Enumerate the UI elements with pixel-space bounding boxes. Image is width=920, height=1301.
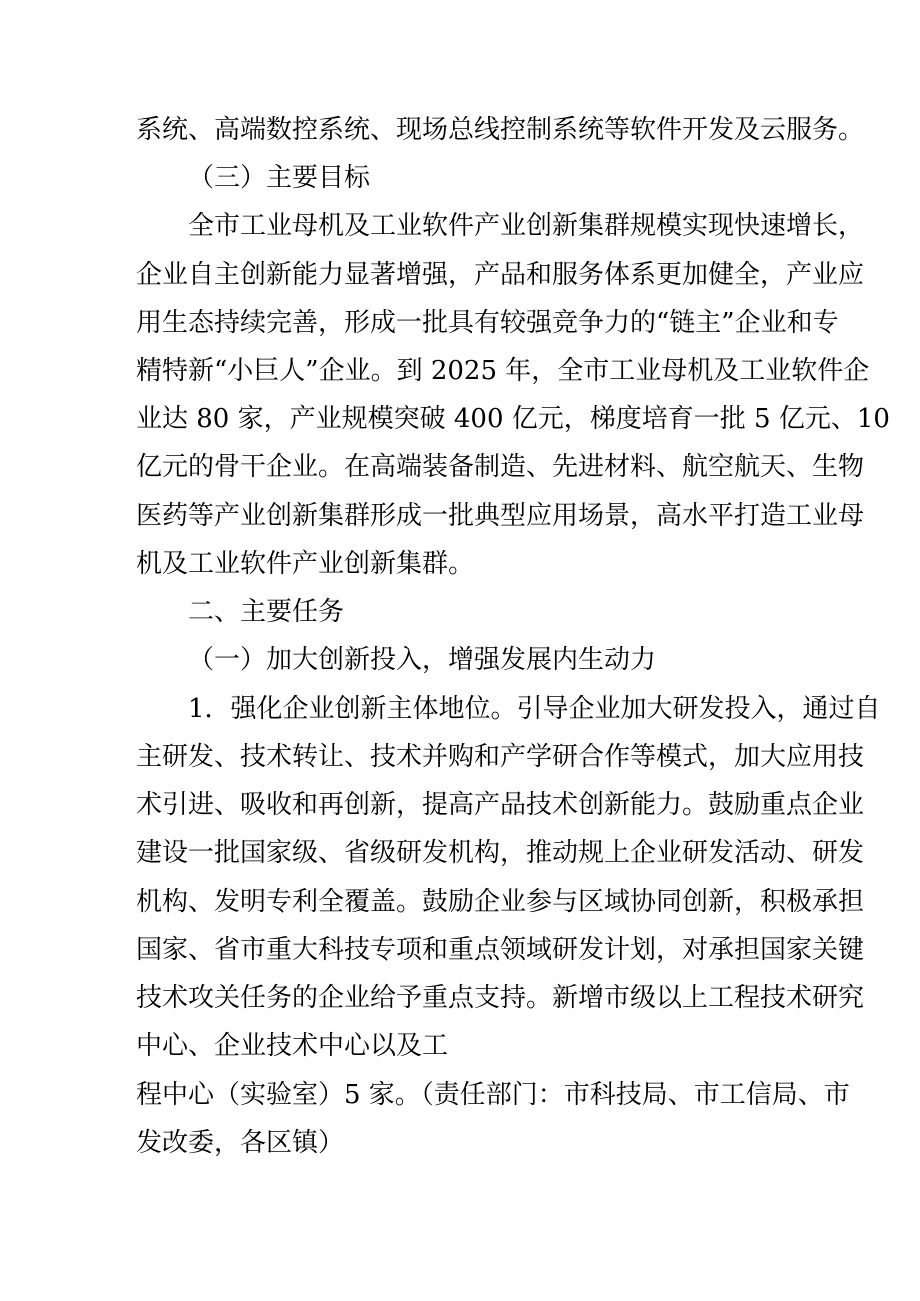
paragraph-line-20: 中心、企业技术中心以及工 (136, 1031, 449, 1061)
paragraph-line-8: 亿元的骨干企业。在高端装备制造、先进材料、航空航天、生物 (136, 452, 865, 482)
paragraph-line-1: 系统、高端数控系统、现场总线控制系统等软件开发及云服务。 (136, 115, 865, 145)
subsection-heading-innovation: （一）加大创新投入，增强发展内生动力 (188, 645, 657, 675)
paragraph-line-19: 技术攻关任务的企业给予重点支持。新增市级以上工程技术研究 (136, 983, 865, 1013)
paragraph-line-3: 全市工业母机及工业软件产业创新集群规模实现快速增长， (188, 211, 865, 241)
paragraph-line-10: 机及工业软件产业创新集群。 (136, 549, 475, 579)
paragraph-line-13: 1．强化企业创新主体地位。引导企业加大研发投入，通过自 (188, 694, 881, 724)
section-heading-main-goals: （三）主要目标 (188, 163, 371, 193)
paragraph-line-17: 机构、发明专利全覆盖。鼓励企业参与区域协同创新，积极承担 (136, 887, 865, 917)
paragraph-line-16: 建设一批国家级、省级研发机构，推动规上企业研发活动、研发 (136, 838, 865, 868)
section-heading-main-tasks: 二、主要任务 (188, 597, 345, 627)
paragraph-line-4: 企业自主创新能力显著增强，产品和服务体系更加健全，产业应 (136, 260, 865, 290)
paragraph-line-21: 程中心（实验室）5 家。（责任部门：市科技局、市工信局、市 (136, 1080, 850, 1110)
paragraph-line-14: 主研发、技术转让、技术并购和产学研合作等模式，加大应用技 (136, 742, 865, 772)
paragraph-line-7: 业达 80 家，产业规模突破 400 亿元，梯度培育一批 5 亿元、10 (136, 404, 890, 434)
paragraph-line-18: 国家、省市重大科技专项和重点领域研发计划，对承担国家关键 (136, 935, 865, 965)
paragraph-line-9: 医药等产业创新集群形成一批典型应用场景，高水平打造工业母 (136, 501, 865, 531)
paragraph-line-15: 术引进、吸收和再创新，提高产品技术创新能力。鼓励重点企业 (136, 790, 865, 820)
paragraph-line-22: 发改委，各区镇） (136, 1128, 345, 1158)
paragraph-line-6: 精特新“小巨人”企业。到 2025 年，全市工业母机及工业软件企 (136, 356, 870, 386)
paragraph-line-5: 用生态持续完善，形成一批具有较强竞争力的“链主”企业和专 (136, 308, 839, 338)
